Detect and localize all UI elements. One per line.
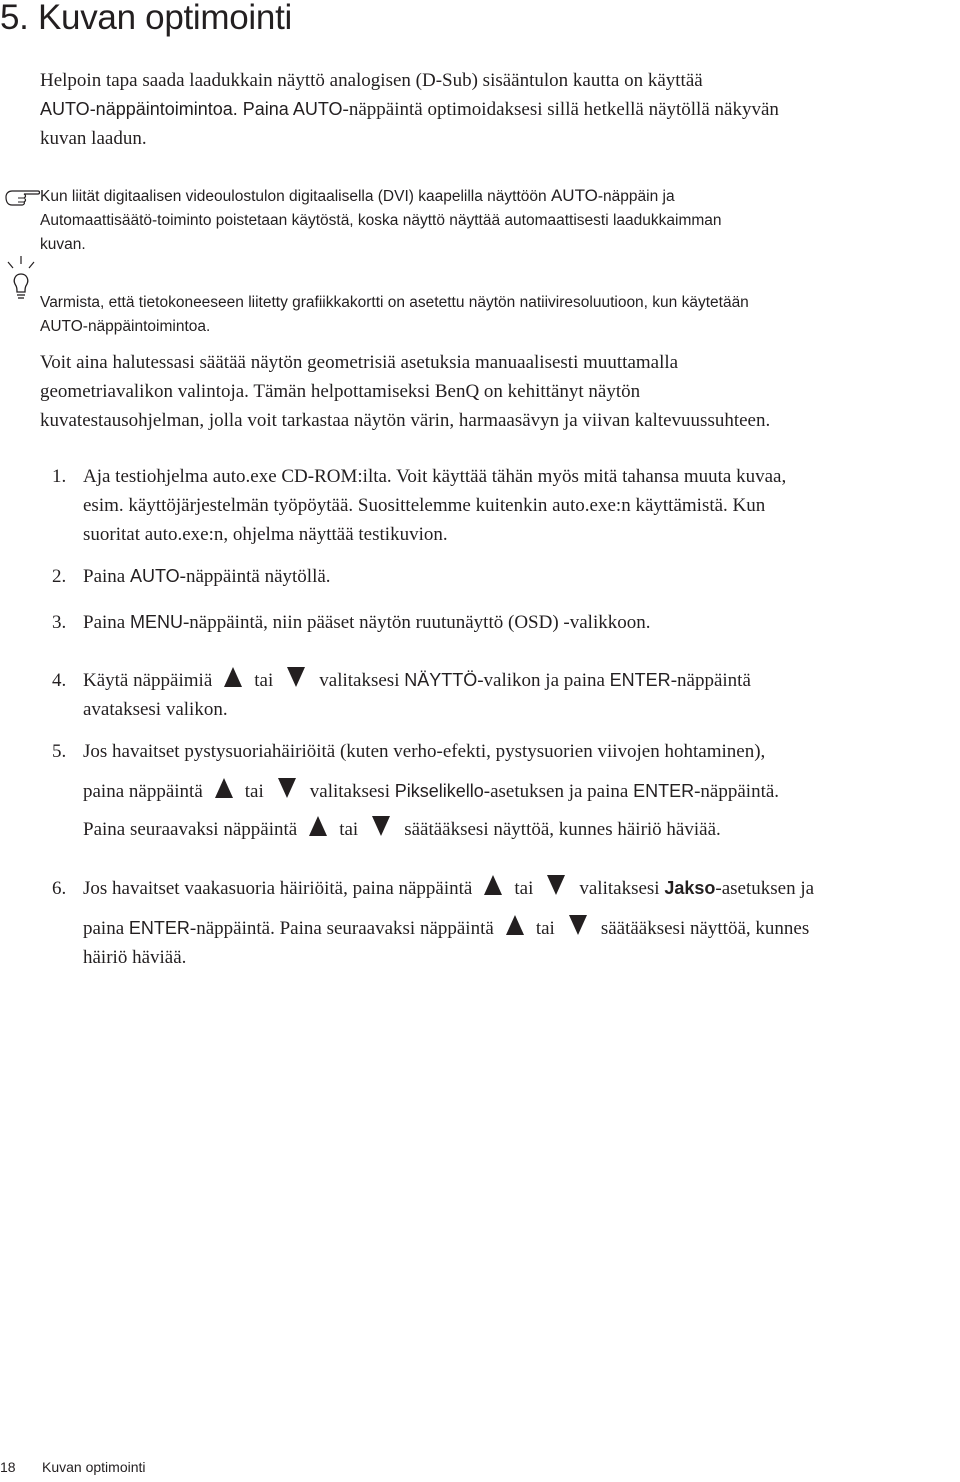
step-6-line-2 [83,914,960,943]
para-line-2: geometriavalikon valintoja. Tämän helpottamiseksi BenQ on kehittänyt näytön [40,381,641,402]
step-text: -valikon ja paina [477,670,610,691]
step-text: valitaksesi [309,781,395,802]
enter-key: ENTER [633,781,695,801]
jakso-key: Jakso [664,878,716,898]
down-triangle-icon [278,778,296,798]
up-triangle-icon [506,915,524,935]
step-number: 2. [52,566,67,587]
step-text: paina [83,918,129,939]
step-text: tai [339,819,359,840]
footer-section-title: Kuvan optimointi [42,1459,146,1475]
step-text: säätääksesi näyttöä, kunnes häiriö häviää. [404,819,721,840]
nayttö-key: NÄYTTÖ [404,670,478,690]
intro-line-3: kuvan laadun. [40,128,147,149]
step-text: tai [535,918,555,939]
step-number: 6. [52,878,67,899]
step-text: tai [254,670,274,691]
step-2-line [83,562,960,591]
down-triangle-icon [372,816,390,836]
step-text: valitaksesi [579,878,665,899]
note-text: -näppäin ja [597,188,675,205]
step-number: 5. [52,741,67,762]
auto-key: AUTO [129,566,180,586]
step-text: -asetuksen ja paina [483,781,634,802]
step-3 [0,608,960,637]
menu-key: MENU [129,612,183,632]
page-footer [0,1459,146,1475]
pointing-hand-icon [4,183,44,207]
note-line-2: Automaattisäätö-toiminto poistetaan käytöstä, koska näyttö näyttää automaattisesti laadukkaimman [40,212,722,229]
step-5-line-1: Jos havaitset pystysuoriahäiriöitä (kuten verho-efekti, pystysuorien viivojen hohtaminen), [83,741,766,762]
tip-line-2: AUTO-näppäintoimintoa. [40,318,211,335]
step-3-line [83,608,960,637]
step-text: tai [244,781,264,802]
para-line-1: Voit aina halutessasi säätää näytön geometrisiä asetuksia manuaalisesti muuttamalla [40,352,679,373]
up-triangle-icon [309,816,327,836]
step-text: -asetuksen ja [715,878,815,899]
up-triangle-icon [215,778,233,798]
enter-key: ENTER [609,670,671,690]
step-text: -näppäintä. Paina seuraavaksi näppäintä [189,918,494,939]
down-triangle-icon [287,667,305,687]
intro-text: -näppäintä optimoidaksesi sillä hetkellä näytöllä näkyvän [342,99,779,120]
page-number: 18 [0,1459,16,1475]
pikselikello-key: Pikselikello [394,781,484,801]
step-6-line-1 [83,874,960,903]
step-number: 3. [52,612,67,633]
step-text: säätääksesi näyttöä, kunnes [600,918,810,939]
step-2 [0,562,960,591]
step-text: Jos havaitset vaakasuoria häiriöitä, paina näppäintä [83,878,473,899]
step-1-line-1: Aja testiohjelma auto.exe CD-ROM:ilta. Voit käyttää tähän myös mitä tahansa muuta kuvaa, [83,466,787,487]
note-line-1 [40,184,722,209]
step-5-line-3 [83,815,960,844]
step-4 [0,666,960,724]
para-line-3: kuvatestausohjelman, jolla voit tarkastaa näytön värin, harmaasävyn ja viivan kaltevuussuhteen. [40,410,771,431]
step-1 [0,462,960,549]
enter-key: ENTER [128,918,190,938]
step-1-line-2: esim. käyttöjärjestelmän työpöytää. Suosittelemme kuitenkin auto.exe:n käyttämistä. Kun [83,495,766,516]
step-5-line-2 [83,777,960,806]
step-text: tai [514,878,534,899]
down-triangle-icon [569,915,587,935]
note-block [40,184,722,257]
intro-text: -näppäintoimintoa. Paina [89,99,293,119]
step-text: paina näppäintä [83,781,203,802]
step-text: -näppäintä näytöllä. [179,566,331,587]
lightbulb-icon [4,254,38,308]
step-4-line-1 [83,666,960,695]
up-triangle-icon [484,875,502,895]
step-text: -näppäintä [670,670,751,691]
step-number: 1. [52,466,67,487]
auto-key: AUTO [40,99,90,119]
body-paragraph [40,348,770,435]
step-text: -näppäintä, niin pääset näytön ruutunäyttö (OSD) -valikkoon. [182,612,651,633]
step-text: valitaksesi [319,670,405,691]
page-title: 5. Kuvan optimointi [0,0,292,37]
step-text: Paina [83,612,130,633]
note-line-3: kuvan. [40,236,86,253]
step-number: 4. [52,670,67,691]
step-1-line-3: suoritat auto.exe:n, ohjelma näyttää testikuvion. [83,524,448,545]
step-text: -näppäintä. [694,781,780,802]
step-6-line-3: häiriö häviää. [83,947,187,968]
step-6 [0,874,960,972]
tip-line-1: Varmista, että tietokoneeseen liitetty grafiikkakortti on asetettu näytön natiiviresoluutioon, kun käytetään [40,294,749,311]
step-text: Paina [83,566,130,587]
auto-key: AUTO [292,99,343,119]
auto-key: AUTO [550,186,598,205]
note-text: Kun liität digitaalisen videoulostulon digitaalisella (DVI) kaapelilla näyttöön [40,188,551,205]
tip-block [40,291,749,339]
step-text: Paina seuraavaksi näppäintä [83,819,298,840]
step-4-line-2: avataksesi valikon. [83,699,228,720]
up-triangle-icon [224,667,242,687]
intro-paragraph [40,66,779,153]
step-5 [0,737,960,844]
down-triangle-icon [547,875,565,895]
step-text: Käytä näppäimiä [83,670,213,691]
intro-line-2 [40,95,779,124]
intro-line-1: Helpoin tapa saada laadukkain näyttö analogisen (D-Sub) sisääntulon kautta on käyttää [40,70,703,91]
